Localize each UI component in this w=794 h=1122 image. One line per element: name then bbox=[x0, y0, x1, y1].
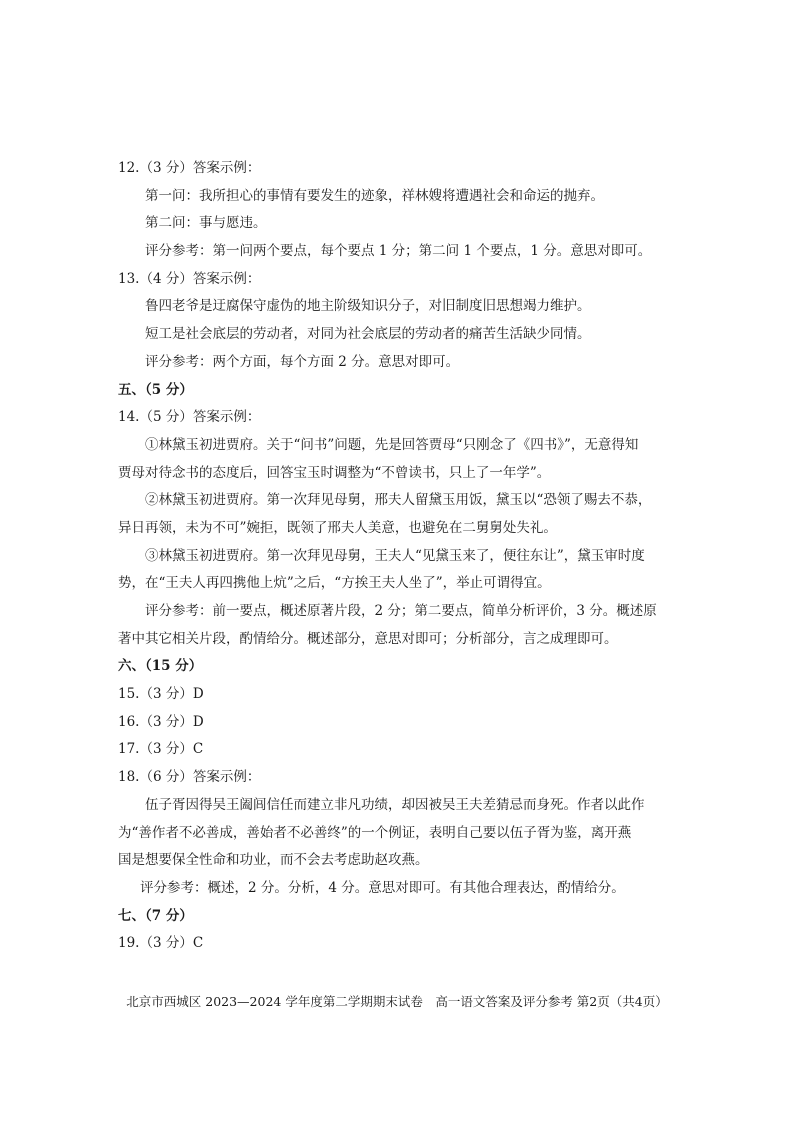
answer-line: 评分参考：概述，2 分。分析，4 分。意思对即可。有其他合理表达，酌情给分。 bbox=[140, 879, 625, 896]
answer-line: 短工是社会底层的劳动者，对同为社会底层的劳动者的痛苦生活缺少同情。 bbox=[145, 326, 591, 343]
section-heading: 五、（5 分） bbox=[118, 381, 193, 398]
question-line: 14.（5 分）答案示例： bbox=[118, 409, 261, 426]
answer-line: 评分参考：第一问两个要点，每个要点 1 分；第二问 1 个要点，1 分。意思对即可。 bbox=[145, 243, 652, 260]
answer-line: 评分参考：前一要点，概述原著片段，2 分；第二要点，简单分析评价，3 分。概述原 bbox=[145, 603, 657, 619]
answer-line: ③林黛玉初进贾府。第一次拜见母舅，王夫人“见黛玉来了，便往东让”，黛玉审时度 bbox=[145, 547, 645, 564]
answer-line: ①林黛玉初进贾府。关于“问书”问题，先是回答贾母“只刚念了《四书》”，无意得知 bbox=[145, 436, 639, 453]
question-line: 17.（3 分）C bbox=[118, 741, 204, 758]
answer-key-body bbox=[0, 155, 794, 958]
answer-line: 势，在“王夫人再四携他上炕”之后，“方挨王夫人坐了”，举止可谓得宜。 bbox=[118, 575, 551, 592]
answer-line: 鲁四老爷是迂腐保守虚伪的地主阶级知识分子，对旧制度旧思想竭力维护。 bbox=[145, 298, 591, 315]
answer-line: 伍子胥因得吴王阖闾信任而建立非凡功绩，却因被吴王夫差猜忌而身死。作者以此作 bbox=[145, 796, 645, 813]
question-line: 16.（3 分）D bbox=[118, 713, 204, 730]
section-heading: 六、（15 分） bbox=[118, 658, 203, 675]
question-line: 15.（3 分）D bbox=[118, 686, 204, 703]
answer-line: 国是想要保全性命和功业，而不会去考虑助赵攻燕。 bbox=[118, 852, 429, 869]
section-heading: 七、（7 分） bbox=[118, 907, 193, 924]
page-footer: 北京市西城区 2023—2024 学年度第二学期期末试卷 高一语文答案及评分参考 第2页（共4页） bbox=[126, 994, 668, 1009]
question-line: 18.（6 分）答案示例： bbox=[118, 769, 261, 786]
question-line: 12.（3 分）答案示例： bbox=[118, 160, 261, 176]
answer-line: 贾母对待念书的态度后，回答宝玉时调整为“不曾读书，只上了一年学”。 bbox=[118, 464, 551, 481]
answer-line: 评分参考：两个方面，每个方面 2 分。意思对即可。 bbox=[145, 353, 460, 370]
answer-line: 第一问：我所担心的事情有要发生的迹象，祥林嫂将遭遇社会和命运的抛弃。 bbox=[145, 187, 604, 204]
answer-line: 第二问：事与愿违。 bbox=[145, 215, 267, 232]
answer-line: 异日再领，未为不可”婉拒，既领了邢夫人美意，也避免在二舅舅处失礼。 bbox=[118, 519, 557, 536]
question-line: 19.（3 分）C bbox=[118, 935, 204, 952]
answer-line: 为“善作者不必善成，善始者不必善终”的一个例证，表明自己要以伍子胥为鉴，离开燕 bbox=[118, 824, 632, 841]
answer-line: ②林黛玉初进贾府。第一次拜见母舅，邢夫人留黛玉用饭，黛玉以“恐领了赐去不恭， bbox=[145, 492, 652, 509]
answer-line: 著中其它相关片段，酌情给分。概述部分，意思对即可；分析部分，言之成理即可。 bbox=[118, 630, 618, 647]
question-line: 13.（4 分）答案示例： bbox=[118, 270, 261, 287]
